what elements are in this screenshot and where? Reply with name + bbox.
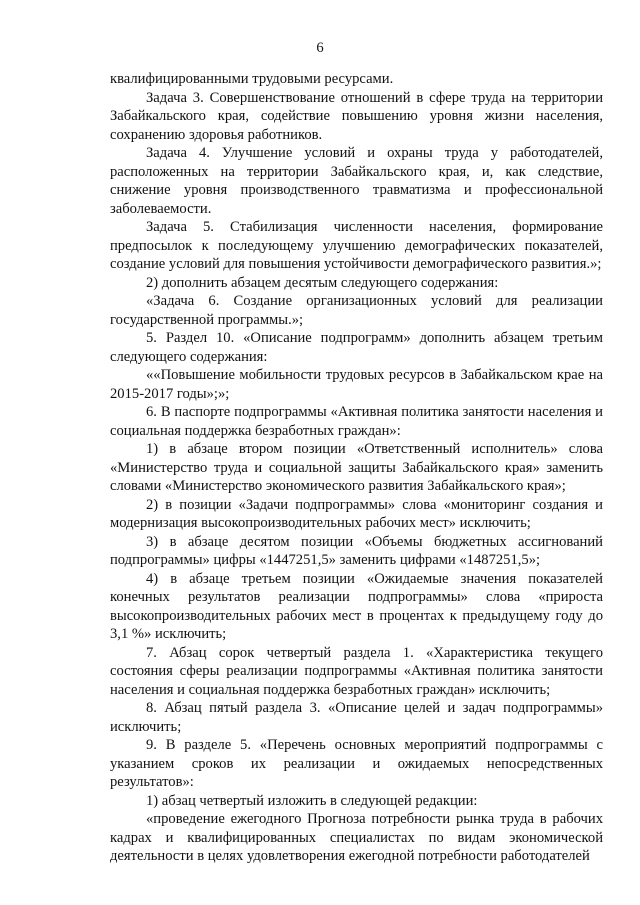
paragraph-item-6-passport: 6. В паспорте подпрограммы «Активная политика занятости населения и социальная поддержка безработных граждан»:: [110, 404, 603, 439]
page-number: 6: [316, 40, 324, 56]
paragraph-task-6: «Задача 6. Создание организационных условий для реализации государственной программы.»;: [110, 293, 603, 328]
paragraph-sub-1-fourth: 1) абзац четвертый изложить в следующей редакции:: [146, 792, 478, 809]
paragraph-mobility-quote: ««Повышение мобильности трудовых ресурсов в Забайкальском крае на 2015-2017 годы»;»;: [110, 367, 603, 402]
paragraph-item-7: 7. Абзац сорок четвертый раздела 1. «Характеристика текущего состояния сферы реализации подпрограммы «Активная политика занятости населения и социальная поддержка безработных граждан» исключить;: [110, 644, 603, 698]
paragraph-item-5-section-10: 5. Раздел 10. «Описание подпрограмм» дополнить абзацем третьим следующего содержания:: [110, 330, 603, 365]
paragraph-sub-1-responsible: 1) в абзаце втором позиции «Ответственный исполнитель» слова «Министерство труда и социальной защиты Забайкальского края» заменить словами «Министерство экономического развития Забайкальского края»;: [110, 441, 603, 494]
paragraph-sub-2-tasks: 2) в позиции «Задачи подпрограммы» слова «мониторинг создания и модернизация высокопроизводительных рабочих мест» исключить;: [110, 496, 603, 531]
paragraph-sub-4-expected: 4) в абзаце третьем позиции «Ожидаемые значения показателей конечных результатов реализации подпрограммы» слова «прироста высокопроизводительных рабочих мест в процентах к предыдущему году до 3,1 %» исключить;: [110, 570, 603, 642]
document-body: [110, 70, 603, 866]
paragraph-continuation: квалифицированными трудовыми ресурсами.: [110, 71, 394, 87]
paragraph-sub-3-budget: 3) в абзаце десятом позиции «Объемы бюджетных ассигнований подпрограммы» цифры «1447251,5» заменить цифрами «1487251,5»;: [110, 533, 603, 568]
paragraph-forecast-quote: «проведение ежегодного Прогноза потребности рынка труда в рабочих кадрах и квалифицированных специалистах по видам экономической деятельности в целях удовлетворения ежегодной потребности работодателей: [110, 811, 603, 864]
paragraph-task-3: Задача 3. Совершенствование отношений в сфере труда на территории Забайкальского края, содействие повышению уровня жизни населения, сохранению здоровья работников.: [110, 89, 603, 143]
paragraph-task-4: Задача 4. Улучшение условий и охраны труда у работодателей, расположенных на территории Забайкальского края, и, как следствие, снижение уровня производственного травматизма и профессиональной заболеваемости.: [110, 145, 603, 217]
paragraph-item-2-add-tenth: 2) дополнить абзацем десятым следующего содержания:: [146, 274, 499, 291]
paragraph-item-9: 9. В разделе 5. «Перечень основных мероприятий подпрограммы с указанием сроков их реализации и ожидаемых непосредственных результатов»:: [110, 737, 603, 790]
paragraph-item-8: 8. Абзац пятый раздела 3. «Описание целей и задач подпрограммы» исключить;: [110, 700, 603, 735]
paragraph-task-5: Задача 5. Стабилизация численности населения, формирование предпосылок к последующему улучшению демографических показателей, создание условий для повышения устойчивости демографического развития.»;: [110, 219, 603, 272]
